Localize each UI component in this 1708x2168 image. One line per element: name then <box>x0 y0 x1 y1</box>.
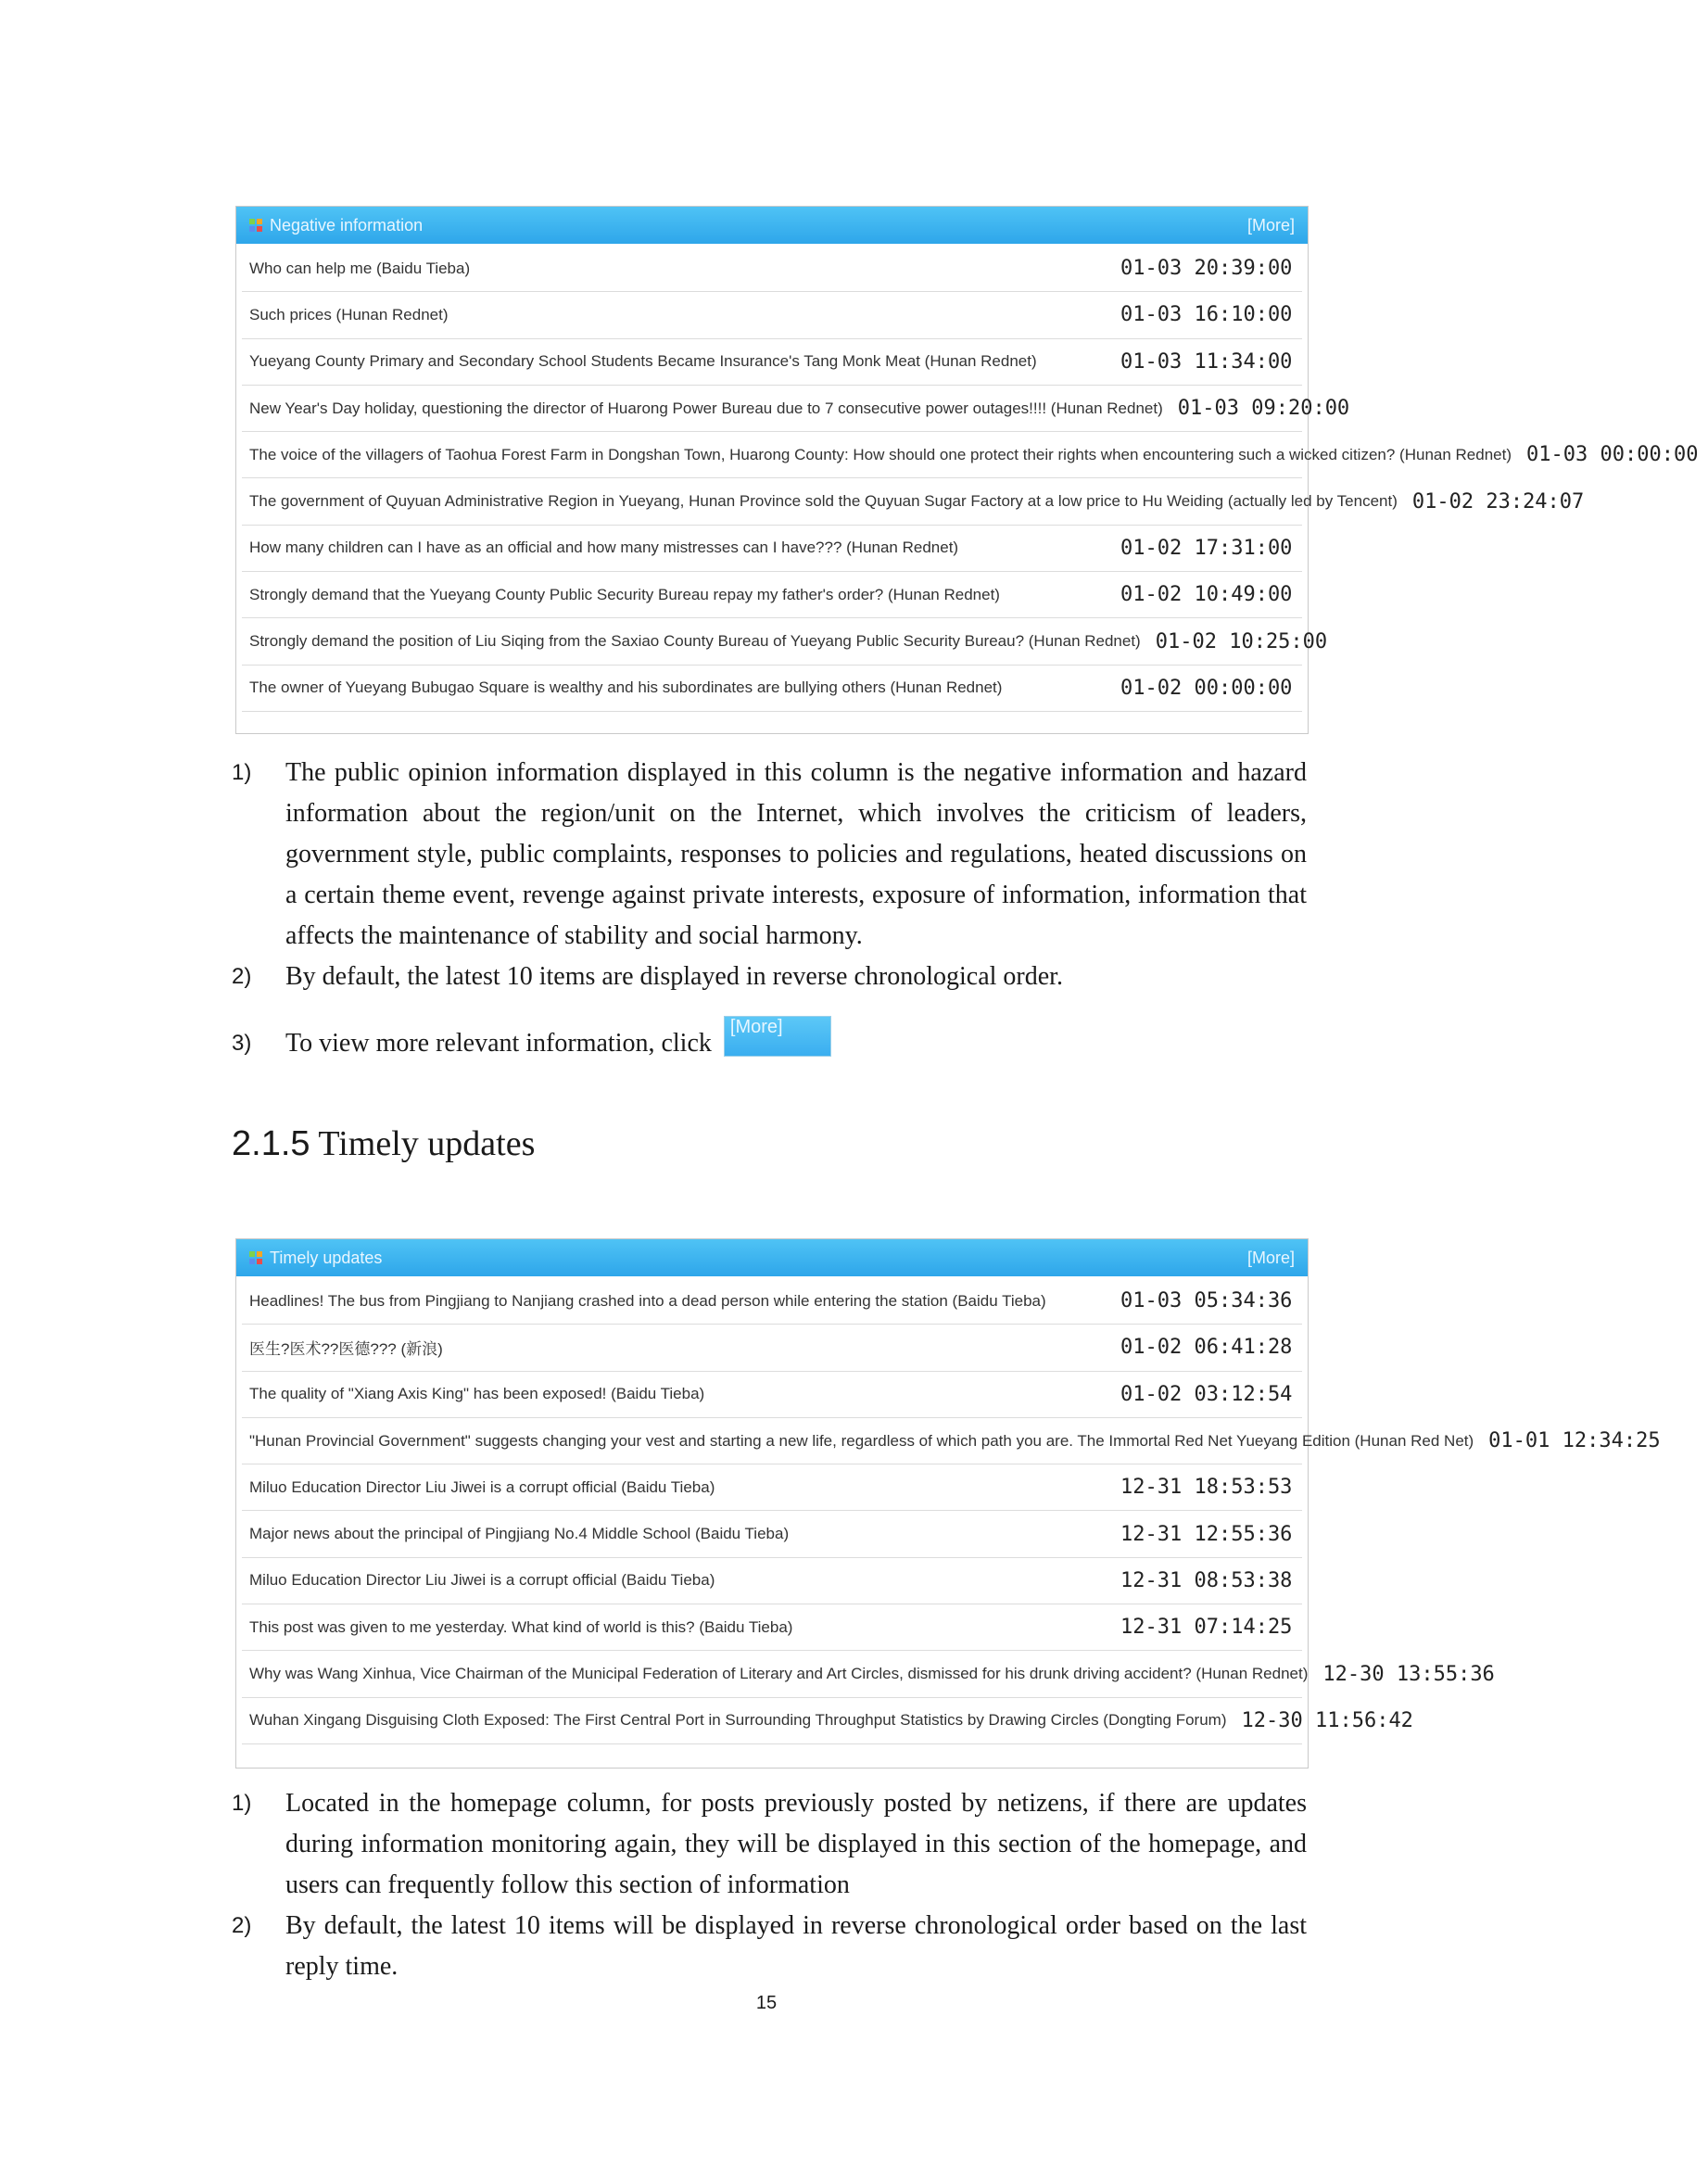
row-title-link[interactable]: Strongly demand the position of Liu Siqing from the Saxiao County Bureau of Yueyang Public Security Bureau? (Hunan Rednet) <box>249 632 1141 651</box>
table-row[interactable] <box>242 666 1302 712</box>
row-title-link[interactable]: The owner of Yueyang Bubugao Square is wealthy and his subordinates are bullying others (Hunan Rednet) <box>249 678 1003 697</box>
negative-notes-list <box>232 753 1307 1066</box>
table-row[interactable] <box>242 292 1302 338</box>
panel-header <box>236 1239 1308 1276</box>
more-button[interactable]: [More] <box>724 1016 831 1057</box>
row-timestamp: 01-02 10:49:00 <box>1120 583 1293 607</box>
row-timestamp: 01-03 11:34:00 <box>1120 349 1293 374</box>
row-timestamp: 01-03 20:39:00 <box>1120 257 1293 281</box>
table-row[interactable] <box>242 1372 1302 1418</box>
table-row[interactable] <box>242 1464 1302 1511</box>
panel-title: Negative information <box>270 215 424 235</box>
row-title-link[interactable]: Miluo Education Director Liu Jiwei is a corrupt official (Baidu Tieba) <box>249 1571 715 1590</box>
grid-icon <box>249 1251 262 1264</box>
row-title-link[interactable]: Who can help me (Baidu Tieba) <box>249 259 471 277</box>
row-title-link[interactable]: New Year's Day holiday, questioning the director of Huarong Power Bureau due to 7 consecutive power outages!!!! (Hunan Rednet) <box>249 399 1163 417</box>
row-timestamp: 01-02 10:25:00 <box>1155 629 1328 653</box>
section-heading: 2.1.5 Timely updates <box>232 1124 536 1163</box>
list-item: 1) Located in the homepage column, for posts previously posted by netizens, if there are updates during information monitoring again, they will be displayed in this section of the homepage, and users can frequently follow this section of information <box>232 1789 1307 1899</box>
row-timestamp: 01-02 23:24:07 <box>1411 489 1585 513</box>
list-item: 3) To view more relevant information, click [More] <box>232 1023 1307 1066</box>
timely-list <box>236 1276 1661 1750</box>
more-link[interactable]: [More] <box>1246 215 1295 235</box>
row-timestamp: 01-01 12:34:25 <box>1488 1429 1661 1453</box>
row-timestamp: 01-02 06:41:28 <box>1120 1336 1293 1360</box>
row-timestamp: 12-31 08:53:38 <box>1120 1568 1293 1592</box>
row-timestamp: 01-02 17:31:00 <box>1120 536 1293 560</box>
table-row[interactable] <box>242 1651 1495 1697</box>
more-link[interactable]: [More] <box>1246 1248 1295 1267</box>
row-title-link[interactable]: The government of Quyuan Administrative Region in Yueyang, Hunan Province sold the Quyuan Sugar Factory at a low price to Hu Weiding (actually led by Tencent) <box>249 492 1398 511</box>
row-title-link[interactable]: Why was Wang Xinhua, Vice Chairman of the Municipal Federation of Literary and Art Circles, dismissed for his drunk driving accident? (Hunan Rednet) <box>249 1665 1309 1683</box>
table-row[interactable] <box>242 526 1302 572</box>
row-title-link[interactable]: "Hunan Provincial Government" suggests changing your vest and starting a new life, regardless of which path you are. The Immortal Red Net Yueyang Edition (Hunan Red Net) <box>249 1431 1474 1450</box>
list-item: 1) The public opinion information displayed in this column is the negative information and hazard information about the region/unit on the Internet, which involves the criticism of leaders, government style, public complaints, responses to policies and regulations, heated discussions on a certain theme event, revenge against private interests, exposure of information, information that affects the maintenance of stability and social harmony. <box>232 758 1307 950</box>
row-title-link[interactable]: The voice of the villagers of Taohua Forest Farm in Dongshan Town, Huarong County: How should one protect their rights when encountering such a wicked citizen? (Hunan Rednet) <box>249 445 1512 463</box>
grid-icon <box>249 219 262 232</box>
panel-header <box>236 207 1308 244</box>
table-row[interactable] <box>242 1278 1302 1325</box>
row-timestamp: 12-31 12:55:36 <box>1120 1522 1293 1546</box>
table-row[interactable] <box>242 1325 1302 1371</box>
row-timestamp: 01-03 05:34:36 <box>1120 1289 1293 1313</box>
panel-title: Timely updates <box>270 1248 383 1267</box>
timely-notes-list <box>232 1783 1307 1987</box>
table-row[interactable] <box>242 1511 1302 1557</box>
row-title-link[interactable]: 医生?医术??医德??? (新浪) <box>249 1340 443 1359</box>
row-timestamp: 12-31 07:14:25 <box>1120 1616 1293 1640</box>
negative-list <box>236 244 1699 717</box>
row-title-link[interactable]: Strongly demand that the Yueyang County Public Security Bureau repay my father's order? (Hunan Rednet) <box>249 585 1000 603</box>
row-title-link[interactable]: Such prices (Hunan Rednet) <box>249 305 449 323</box>
table-row[interactable] <box>242 1698 1413 1744</box>
row-title-link[interactable]: How many children can I have as an official and how many mistresses can I have??? (Hunan Rednet) <box>249 539 959 557</box>
table-row[interactable] <box>242 478 1585 525</box>
row-title-link[interactable]: Yueyang County Primary and Secondary School Students Became Insurance's Tang Monk Meat (Hunan Rednet) <box>249 352 1037 371</box>
table-row[interactable] <box>242 246 1302 292</box>
table-row[interactable] <box>242 432 1699 478</box>
row-timestamp: 01-03 16:10:00 <box>1120 303 1293 327</box>
row-title-link[interactable]: The quality of "Xiang Axis King" has been exposed! (Baidu Tieba) <box>249 1385 705 1403</box>
list-item: 2) By default, the latest 10 items will be displayed in reverse chronological order based on the last reply time. <box>232 1911 1307 1981</box>
row-timestamp: 12-30 13:55:36 <box>1322 1662 1495 1686</box>
table-row[interactable] <box>242 339 1302 386</box>
row-timestamp: 01-03 00:00:00 <box>1526 443 1699 467</box>
table-row[interactable] <box>242 1604 1302 1651</box>
row-title-link[interactable]: This post was given to me yesterday. What kind of world is this? (Baidu Tieba) <box>249 1617 793 1636</box>
table-row[interactable] <box>242 386 1350 432</box>
page-number: 15 <box>755 1993 778 2013</box>
row-title-link[interactable]: Miluo Education Director Liu Jiwei is a corrupt official (Baidu Tieba) <box>249 1477 715 1496</box>
row-title-link[interactable]: Headlines! The bus from Pingjiang to Nanjiang crashed into a dead person while entering the station (Baidu Tieba) <box>249 1291 1046 1310</box>
table-row[interactable] <box>242 572 1302 618</box>
negative-information-panel <box>235 206 1699 734</box>
table-row[interactable] <box>242 1558 1302 1604</box>
row-timestamp: 01-02 03:12:54 <box>1120 1382 1293 1406</box>
list-item: 2) By default, the latest 10 items are displayed in reverse chronological order. <box>232 962 1063 991</box>
row-timestamp: 12-31 18:53:53 <box>1120 1476 1293 1500</box>
row-title-link[interactable]: Major news about the principal of Pingjiang No.4 Middle School (Baidu Tieba) <box>249 1525 790 1543</box>
timely-updates-panel <box>235 1238 1661 1769</box>
table-row[interactable] <box>242 1418 1661 1464</box>
row-timestamp: 01-02 00:00:00 <box>1120 676 1293 700</box>
row-title-link[interactable]: Wuhan Xingang Disguising Cloth Exposed: The First Central Port in Surrounding Throughput Statistics by Drawing Circles (Dongting Forum) <box>249 1711 1227 1730</box>
table-row[interactable] <box>242 618 1328 665</box>
row-timestamp: 12-30 11:56:42 <box>1241 1708 1413 1732</box>
row-timestamp: 01-03 09:20:00 <box>1177 397 1350 421</box>
